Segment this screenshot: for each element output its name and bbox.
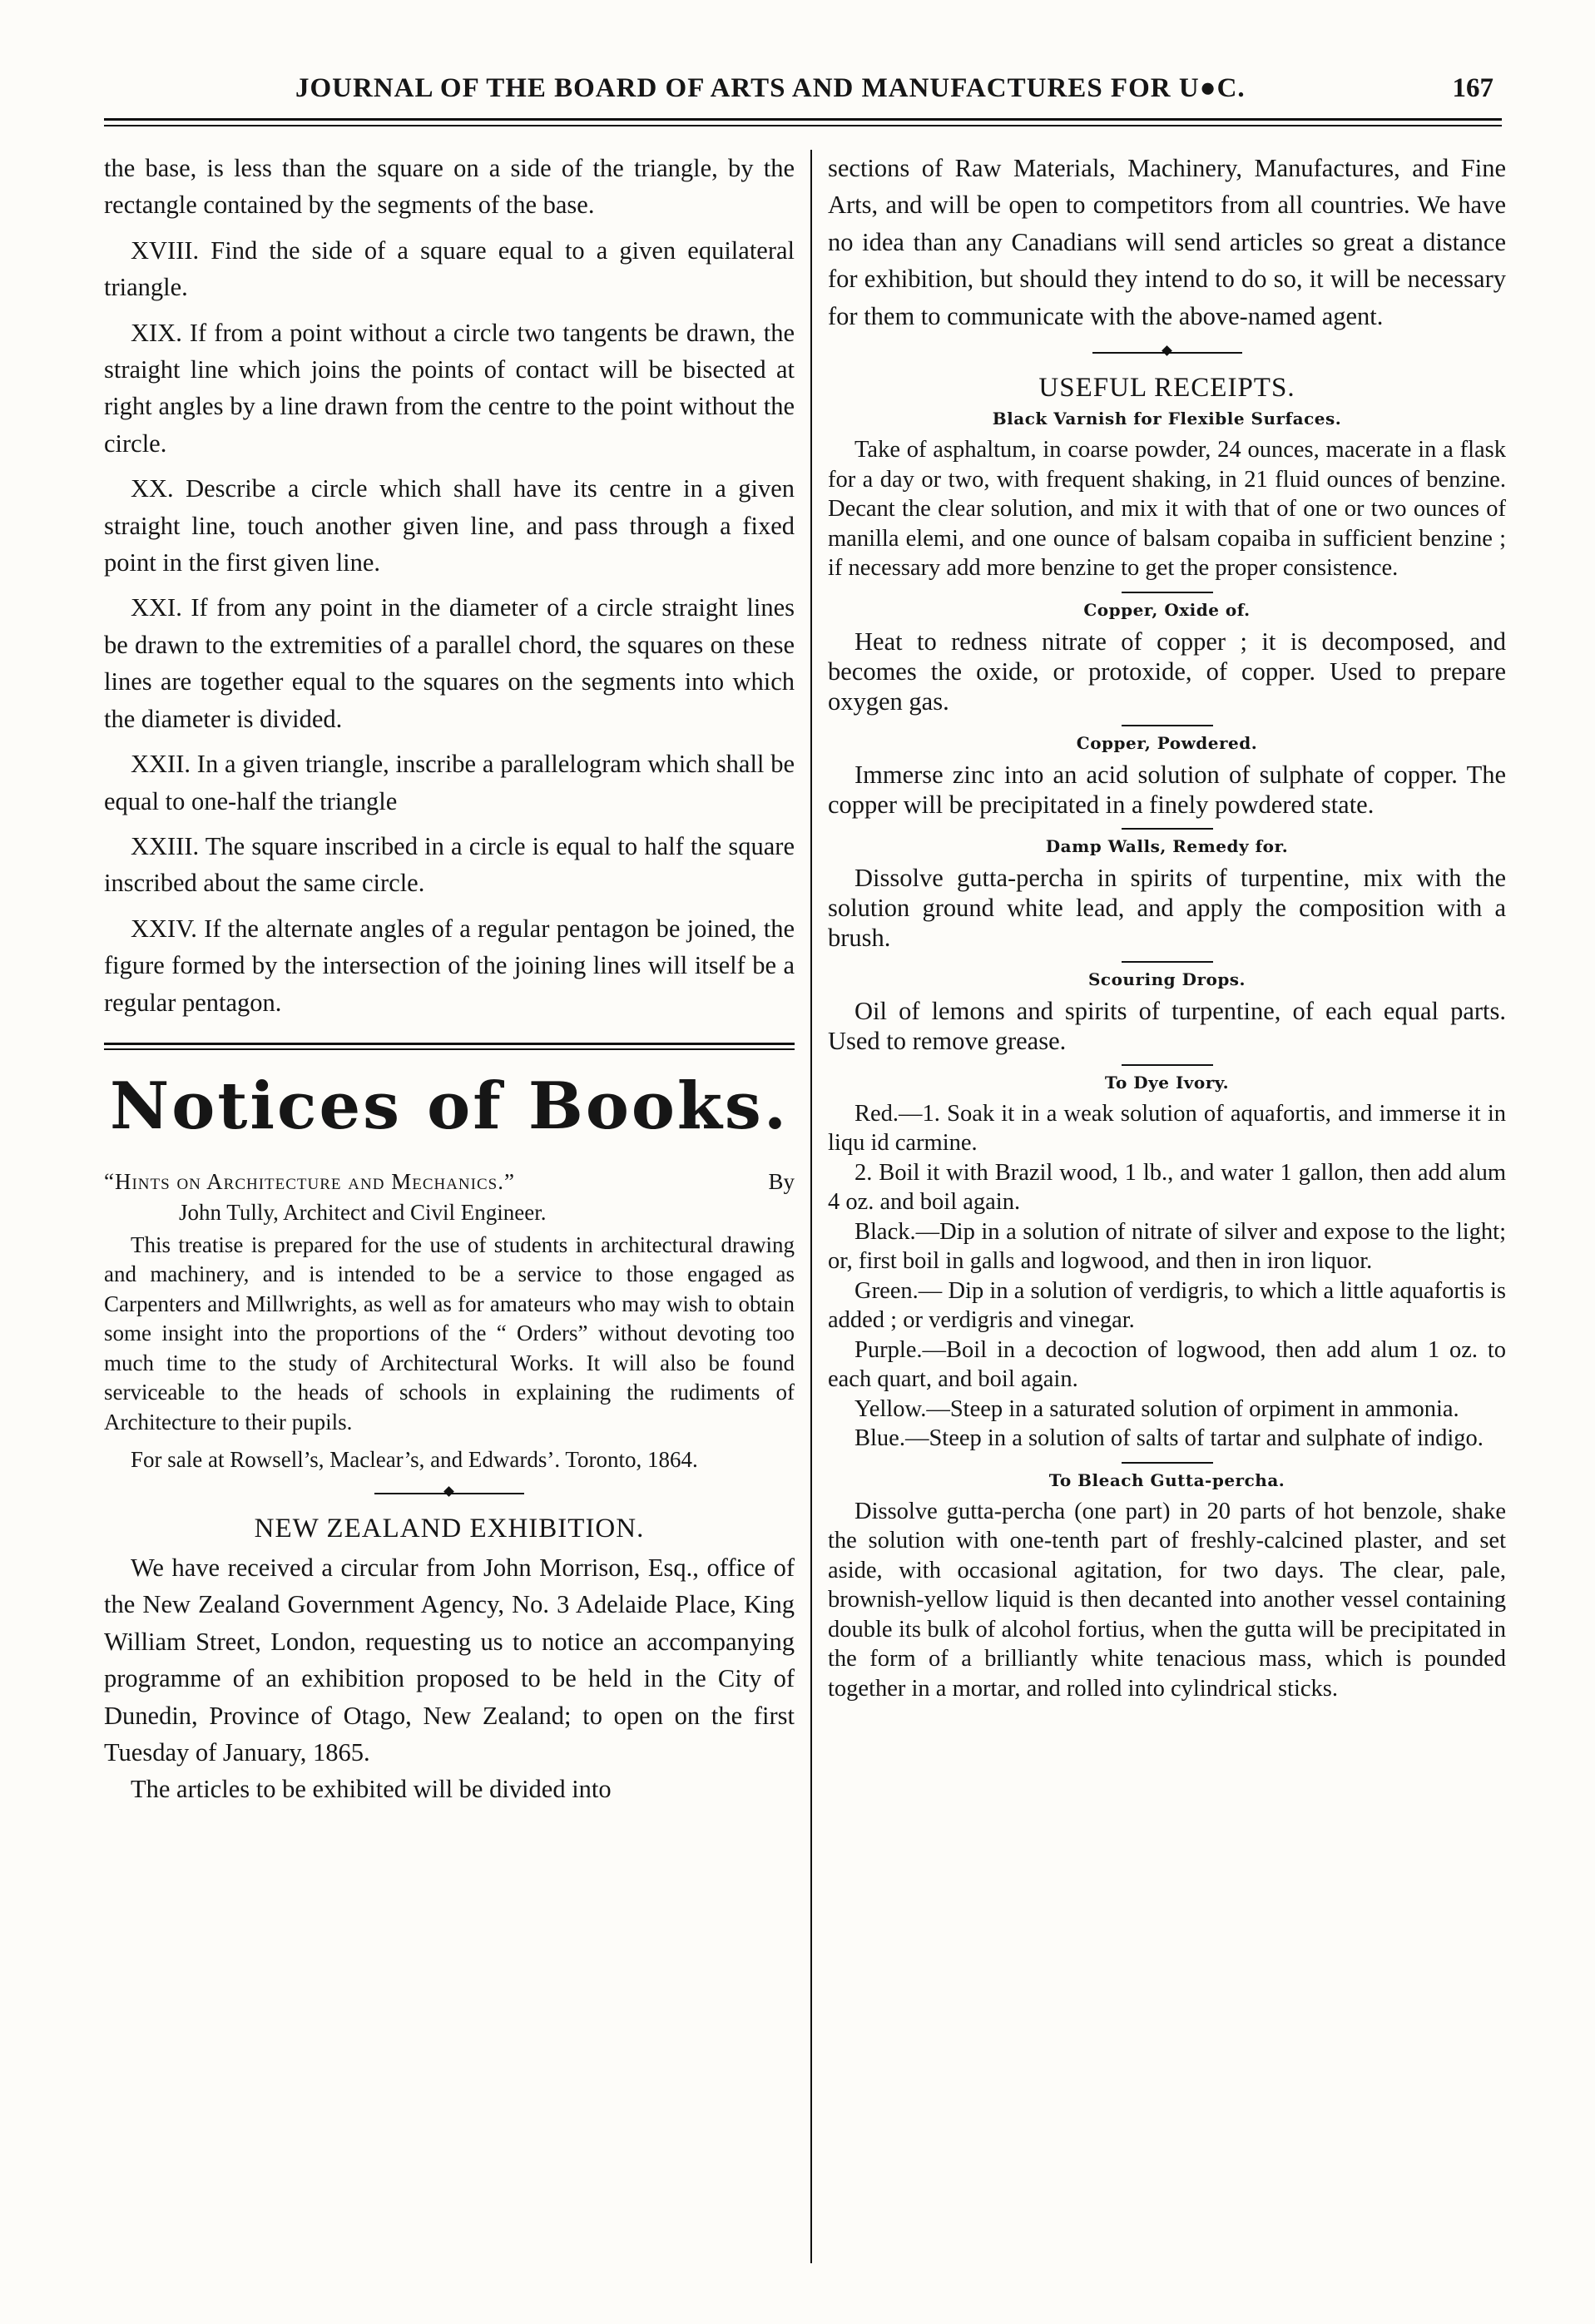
right-column <box>828 150 1506 2280</box>
geometry-problem-xx: XX. Describe a circle which shall have its centre in a given straight line, touch another given line, and pass through a fixed point in the first given line. <box>104 474 795 577</box>
receipt-rule <box>1122 961 1213 963</box>
receipt-scouring-drops: Oil of lemons and spirits of turpentine, of each equal parts. Used to remove grease. <box>828 996 1506 1055</box>
book-title: “Hints on Architecture and Mechanics.” <box>104 1168 515 1194</box>
receipt-heading-black-varnish: Black Varnish for Flexible Surfaces. <box>992 409 1342 429</box>
book-description: This treatise is prepared for the use of students in architectural drawing and machinery, and is intended to be a service to those engaged as Carpenters and Millwrights, as well as for amateurs who may wish to obtain some insight into the proportions of the “ Orders” without devoting too much time to the study of Architectural Works. It will also be found serviceable to the heads of schools in explaining the rudiments of Architecture to their pupils. <box>104 1231 795 1435</box>
new-zealand-paragraph-continued: The articles to be exhibited will be divided into <box>131 1775 612 1804</box>
journal-title: JOURNAL OF THE BOARD OF ARTS AND MANUFACTURES FOR U●C. <box>295 73 1246 103</box>
receipt-rule <box>1122 1064 1213 1066</box>
geometry-problem-xxiv: XXIV. If the alternate angles of a regular pentagon be joined, the figure formed by the intersection of the joining lines will itself be a regular pentagon. <box>104 914 795 1017</box>
receipt-heading-bleach-gutta-percha: To Bleach Gutta-percha. <box>1048 1469 1285 1490</box>
receipt-rule <box>1122 1462 1213 1464</box>
new-zealand-paragraph-end: sections of Raw Materials, Machinery, Manufactures, and Fine Arts, and will be open to competitors from all countries. We have no idea than any Canadians will send articles so great a distance for exhibition, but should they intend to do so, it will be necessary for them to communicate with the above-named agent. <box>828 154 1506 330</box>
section-separator <box>104 1475 795 1512</box>
receipt-rule <box>1122 725 1213 726</box>
useful-receipts-heading: USEFUL RECEIPTS. <box>1038 373 1295 404</box>
section-separator <box>828 334 1506 371</box>
page-header <box>104 58 1502 108</box>
header-rule <box>104 125 1502 126</box>
column-divider <box>810 150 812 2263</box>
receipt-bleach-gutta-percha: Dissolve gutta-percha (one part) in 20 parts of hot benzole, shake the solution with one-tenth part of freshly-calcined plaster, and set aside, with occasional agitation, for two days. The clear, pale, brownish-yellow liquid is then decanted into another vessel containing double its bulk of alcohol fortius, when the gutta will be precipitated in the form of a brilliantly white tenacious mass, which is pounded together in a mortar, and rolled into cylindrical sticks. <box>828 1498 1506 1702</box>
book-title-line <box>104 1166 795 1197</box>
receipt-ivory-black: Black.—Dip in a solution of nitrate of silver and expose to the light; or, first boil in galls and logwood, and then in iron liquor. <box>828 1218 1506 1275</box>
receipt-ivory-red-2: 2. Boil it with Brazil wood, 1 lb., and water 1 gallon, then add alum 4 oz. and boil again. <box>828 1159 1506 1216</box>
receipt-ivory-purple: Purple.—Boil in a decoction of logwood, then add alum 1 oz. to each quart, and boil again. <box>828 1336 1506 1393</box>
receipt-rule <box>1122 828 1213 830</box>
receipt-ivory-blue: Blue.—Steep in a solution of salts of tartar and sulphate of indigo. <box>854 1425 1484 1452</box>
receipt-copper-powdered: Immerse zinc into an acid solution of sulphate of copper. The copper will be precipitated in a finely powdered state. <box>828 760 1506 819</box>
receipt-ivory-green: Green.— Dip in a solution of verdigris, to which a little aquafortis is added ; or verdigris and vinegar. <box>828 1277 1506 1334</box>
receipt-heading-dye-ivory: To Dye Ivory. <box>1104 1072 1230 1093</box>
receipt-black-varnish: Take of asphaltum, in coarse powder, 24 ounces, macerate in a flask for a day or two, with frequent shaking, in 21 fluid ounces of benzine. Decant the clear solution, and mix it with that of one or two ounces of manilla elemi, and one ounce of balsam copaiba in sufficient benzine ; if necessary add more benzine to get the proper consistence. <box>828 437 1506 582</box>
geometry-problem-xix: XIX. If from a point without a circle two tangents be drawn, the straight line which joins the points of contact will be bisected at right angles by a line drawn from the centre to the point without the circle. <box>104 318 795 458</box>
page-number: 167 <box>1452 73 1493 103</box>
geometry-problem-xviii: XVIII. Find the side of a square equal to a given equilateral triangle. <box>104 235 795 302</box>
geometry-problem-xxii: XXII. In a given triangle, inscribe a parallelogram which shall be equal to one-half the triangle <box>104 750 795 815</box>
book-author: John Tully, Architect and Civil Engineer. <box>179 1199 547 1225</box>
header-rule <box>104 118 1502 121</box>
receipt-heading-copper-oxide: Copper, Oxide of. <box>1083 599 1251 620</box>
receipt-damp-walls: Dissolve gutta-percha in spirits of turpentine, mix with the solution ground white lead, and apply the composition with a brush. <box>828 863 1506 952</box>
geometry-problem-xxi: XXI. If from any point in the diameter of a circle straight lines be drawn to the extremities of a parallel chord, the squares on these lines are together equal to the squares on the segments into which the diameter is divided. <box>104 593 795 733</box>
book-sale-info: For sale at Rowsell’s, Maclear’s, and Edwards’. Toronto, 1864. <box>131 1447 698 1473</box>
receipt-heading-copper-powdered: Copper, Powdered. <box>1076 732 1258 753</box>
geometry-paragraph: the base, is less than the square on a side of the triangle, by the rectangle contained by the segments of the base. <box>104 154 795 220</box>
receipt-heading-damp-walls: Damp Walls, Remedy for. <box>1045 835 1289 856</box>
book-by: By <box>768 1168 795 1194</box>
new-zealand-exhibition-heading: NEW ZEALAND EXHIBITION. <box>254 1513 645 1544</box>
left-column <box>104 150 795 2280</box>
section-rule <box>104 1043 795 1050</box>
new-zealand-paragraph: We have received a circular from John Morrison, Esq., office of the New Zealand Government Agency, No. 3 Adelaide Place, King William Street, London, requesting us to notice an accompanying programme of an exhibition proposed to be held in the City of Dunedin, Province of Otago, New Zealand; to open on the first Tuesday of January, 1865. <box>104 1553 795 1767</box>
receipt-ivory-red: Red.—1. Soak it in a weak solution of aquafortis, and immerse it in liqu id carmine. <box>828 1100 1506 1157</box>
geometry-problem-xxiii: XXIII. The square inscribed in a circle is equal to half the square inscribed about the same circle. <box>104 831 795 898</box>
notices-of-books-heading: Notices of Books. <box>110 1068 789 1144</box>
receipt-rule <box>1122 592 1213 593</box>
receipt-copper-oxide: Heat to redness nitrate of copper ; it is decomposed, and becomes the oxide, or protoxide, of copper. Used to prepare oxygen gas. <box>828 627 1506 716</box>
receipt-ivory-yellow: Yellow.—Steep in a saturated solution of orpiment in ammonia. <box>854 1395 1459 1422</box>
receipt-heading-scouring-drops: Scouring Drops. <box>1087 969 1246 989</box>
